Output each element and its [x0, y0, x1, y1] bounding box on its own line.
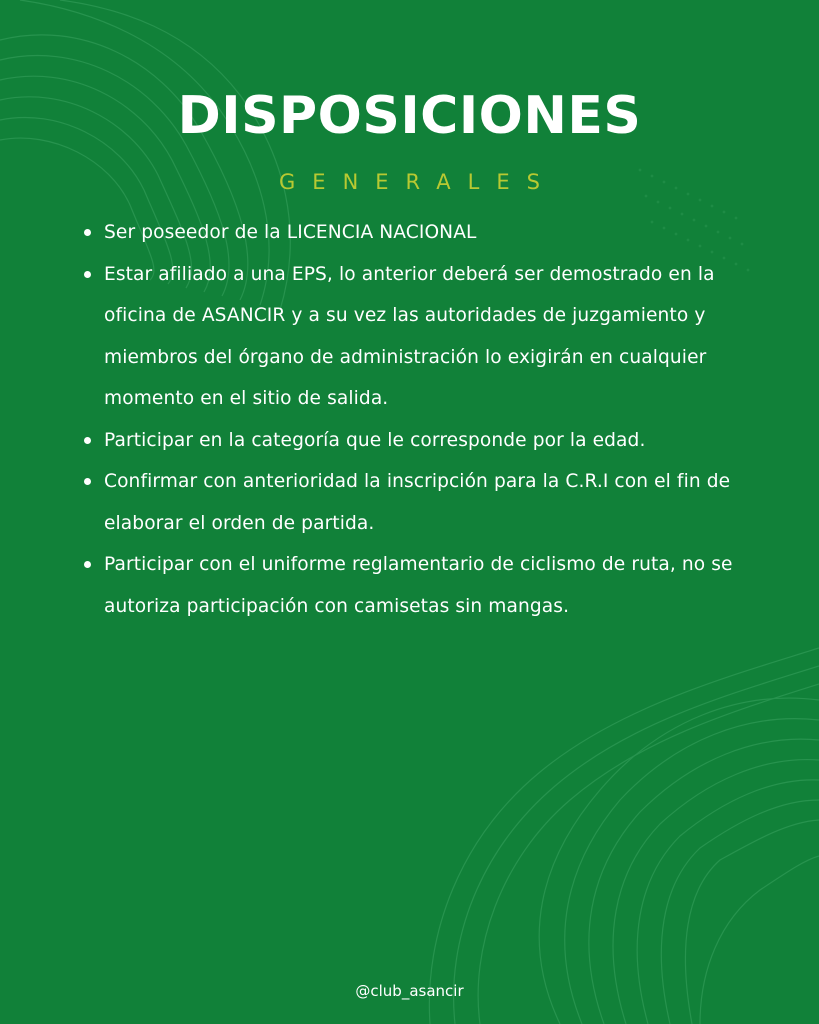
rule-text: Participar en la categoría que le corresponde por la edad. [104, 429, 646, 451]
rule-item [80, 420, 760, 462]
rule-item [80, 212, 760, 254]
rule-item [80, 461, 760, 544]
social-handle: @club_asancir [355, 982, 464, 1000]
page-title: DISPOSICIONES [177, 86, 642, 146]
bullet-icon [84, 437, 91, 444]
bullet-icon [84, 271, 91, 278]
bullet-icon [84, 478, 91, 485]
bullet-icon [84, 561, 91, 568]
rule-text: Confirmar con anterioridad la inscripción para la C.R.I con el fin de elaborar el orden de partida. [104, 471, 731, 534]
rule-text: Estar afiliado a una EPS, lo anterior deberá ser demostrado en la oficina de ASANCIR y a su vez las autoridades de juzgamiento y miembros del órgano de administración lo exigirán en cualquier momento en el sitio de salida. [104, 263, 715, 409]
bullet-icon [84, 229, 91, 236]
rule-item [80, 544, 760, 627]
rule-item [80, 254, 760, 420]
rules-list [80, 212, 760, 627]
page-subtitle: GENERALES [279, 170, 557, 194]
rule-text: Participar con el uniforme reglamentario de ciclismo de ruta, no se autoriza participación con camisetas sin mangas. [104, 554, 733, 617]
rule-text: Ser poseedor de la LICENCIA NACIONAL [104, 222, 477, 243]
